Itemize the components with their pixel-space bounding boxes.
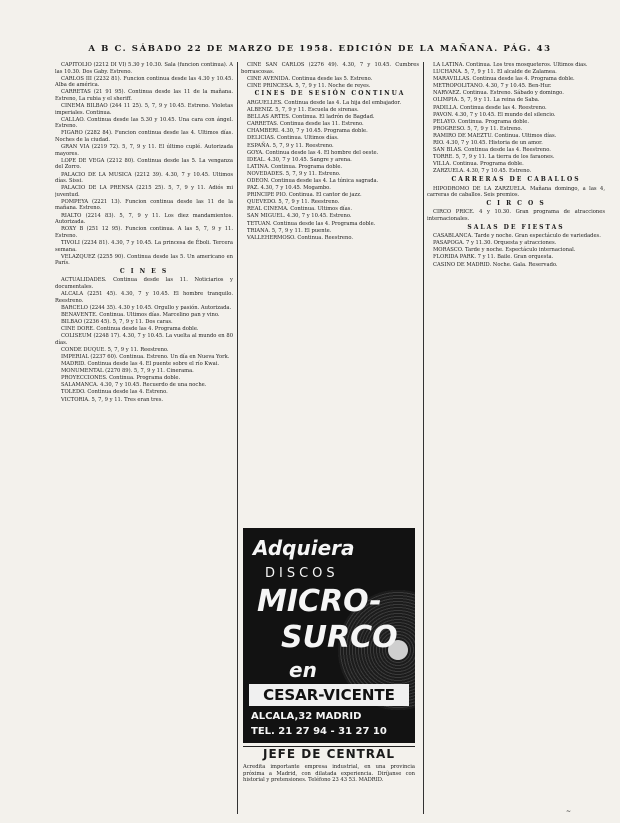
listing-paragraph: RAMIRO DE MAEZTU. Continua. Ultimos días.	[433, 132, 557, 139]
listing-paragraph: BILBAO (2236 45). 5, 7, 9 y 11. Dos caras.	[61, 318, 173, 325]
listing-paragraph: GRAN VIA (2219 72). 5, 7, 9 y 11. El último cuplé. Autorizada mayores.	[55, 144, 233, 157]
listing-paragraph: PASAPOGA. 7 y 11.30. Orquesta y atracciones.	[433, 240, 557, 247]
listing-paragraph: RIALTO (2214 83). 5, 7, 9 y 11. Los diez mandamientos. Autorizada.	[55, 212, 233, 226]
advertisement-discos	[243, 528, 415, 743]
listing-paragraph: ACTUALIDADES. Continua desde las 11. Noticiarios y documentales.	[55, 277, 233, 290]
section-heading: C I N E S	[119, 267, 169, 275]
listing-paragraph: HIPODROMO DE LA ZARZUELA. Mañana domingo, a las 4, carreras de caballos. Seis premios.	[427, 185, 605, 199]
listing-paragraph: VILLA. Continua. Programa doble.	[433, 161, 524, 168]
listing-paragraph: GOYA. Continua desde las 4. El hombre del oeste.	[247, 149, 379, 156]
ad-phones: TEL. 21 27 94 - 31 27 10	[251, 726, 387, 737]
listing-paragraph: NARVAEZ. Continua. Estreno. Sábado y domingo.	[433, 90, 564, 97]
listing-paragraph: PELAYO. Continua. Programa doble.	[433, 118, 529, 125]
listing-paragraph: ZARZUELA. 4.30, 7 y 10.45. Estreno.	[433, 168, 532, 175]
listing-paragraph: ARGUELLES. Continua desde las 4. La hija del embajador.	[247, 99, 401, 106]
listing-paragraph: VELAZQUEZ (2255 90). Continua desde las 5. Un americano en París.	[55, 253, 233, 267]
listing-paragraph: LUCHANA. 5, 7, 9 y 11. El alcalde de Zalamea.	[433, 69, 557, 76]
listing-paragraph: CARRETAS (21 91 95). Continua desde las 11 de la mañana. Estreno, La rubia y el sheriff.	[55, 89, 233, 102]
classified-title: JEFE DE CENTRAL	[243, 746, 415, 763]
page-header: A B C. SÁBADO 22 DE MARZO DE 1958. EDICIÓN DE LA MAÑANA. PÁG. 43	[88, 44, 552, 54]
listing-paragraph: PAVON. 4.30, 7 y 10.45. El mundo del silencio.	[433, 111, 556, 118]
listing-paragraph: LOPE DE VEGA (2212 80). Continua desde las 5. La venganza del Zorro.	[55, 157, 233, 171]
listing-paragraph: TRIANA. 5, 7, 9 y 11. El puente.	[247, 227, 332, 234]
listing-paragraph: BARCELO (2244 35). 4.30 y 10.45. Orgullo y pasión. Autorizada.	[61, 304, 232, 311]
listing-paragraph: ALBENIZ. 5, 7, 9 y 11. Escuela de sirenas.	[247, 107, 359, 114]
section-heading: CINES DE SESIÓN CONTINUA	[254, 90, 406, 98]
listing-paragraph: CINE PRINCESA. 5, 7, 9 y 11. Noche de reyes.	[247, 82, 371, 89]
listing-paragraph: CONDE DUQUE. 5, 7, 9 y 11. Reestreno.	[61, 346, 169, 353]
listing-paragraph: ROXY B (251 12 95). Funcion continua. A las 5, 7, 9 y 11. Estreno.	[55, 226, 233, 239]
listing-paragraph: CALLAO. Continua desde las 5.30 y 10.45. Una cara con ángel. Estreno.	[55, 116, 233, 130]
listing-paragraph: SALAMANCA. 4.30, 7 y 10.45. Recuerdo de una noche.	[61, 382, 207, 389]
classified-body: Acredita importante empresa industrial, en una provincia próxima a Madrid, con dilatada experiencia. Diríjanse con historial y pretensiones. Teléfono 23 43 53. MADRID.	[243, 764, 415, 784]
column-2	[241, 62, 419, 527]
listing-paragraph: CARRETAS. Continua desde las 11. Estreno.	[247, 121, 364, 128]
section-heading: C I R C O S	[486, 199, 546, 207]
listing-paragraph: PALACIO DE LA PRENSA (2215 25). 5, 7, 9 y 11. Adiós mi juventud.	[55, 185, 233, 198]
section-heading: SALAS DE FIESTAS	[467, 223, 565, 231]
column-3	[427, 62, 605, 814]
listing-paragraph: SAN MIGUEL. 4.30, 7 y 10.45. Estreno.	[247, 213, 352, 220]
listing-paragraph: PALACIO DE LA MUSICA (2212 39). 4.30, 7 y 10.45. Ultimos días. Sissi.	[55, 171, 233, 185]
listing-paragraph: FLORIDA PARK. 7 y 11. Baile. Gran orquesta.	[433, 254, 554, 261]
ad-line-5: en	[289, 658, 317, 682]
footer-mark: ~	[566, 808, 572, 815]
listing-paragraph: OLIMPIA. 5, 7, 9 y 11. La reina de Saba.	[433, 97, 540, 104]
ad-brand: CESAR-VICENTE	[249, 684, 409, 706]
listing-paragraph: NOVEDADES. 5, 7, 9 y 11. Estreno.	[247, 170, 341, 177]
listing-paragraph: LA LATINA. Continua. Los tres mosqueteros. Ultimos días.	[433, 62, 588, 68]
listing-paragraph: PAZ. 4.30, 7 y 10.45. Mogambo.	[247, 185, 331, 192]
column-1	[55, 62, 233, 814]
listing-paragraph: CHAMBERI. 4.30, 7 y 10.45. Programa doble.	[247, 128, 368, 135]
listing-paragraph: REAL CINEMA. Continua. Ultimos días.	[247, 206, 352, 213]
listing-paragraph: LATINA. Continua. Programa doble.	[247, 163, 343, 170]
listing-paragraph: PADILLA. Continua desde las 4. Reestreno.	[433, 104, 547, 111]
listing-paragraph: BENAVENTE. Continua. Ultimos días. Marcelino pan y vino.	[61, 311, 220, 318]
listing-paragraph: CASINO DE MADRID. Noche. Gala. Reservado.	[433, 261, 558, 268]
listing-paragraph: MARAVILLAS. Continua desde las 4. Programa doble.	[433, 76, 575, 83]
ad-line-1: Adquiera	[253, 536, 355, 560]
listing-paragraph: TORRE. 5, 7, 9 y 11. La tierra de los faraones.	[433, 154, 555, 161]
listing-paragraph: IMPERIAL (2237 60). Continua. Estreno. Un día en Nueva York.	[61, 353, 230, 360]
listing-paragraph: PROYECCIONES. Continua. Programa doble.	[61, 375, 181, 382]
listing-paragraph: ALCALA (2251 45). 4.30, 7 y 10.45. El hombre tranquilo. Reestreno.	[55, 291, 233, 304]
listing-paragraph: POMPEYA (2221 13). Funcion continua desde las 11 de la mañana. Estreno.	[55, 198, 233, 212]
ad-line-2: DISCOS	[265, 566, 339, 581]
listing-paragraph: MONUMENTAL (2270 89). 5, 7, 9 y 11. Cinerama.	[61, 368, 194, 375]
listing-paragraph: QUEVEDO. 5, 7, 9 y 11. Reestreno.	[247, 199, 340, 206]
listing-paragraph: IDEAL. 4.30, 7 y 10.45. Sangre y arena.	[247, 156, 352, 163]
listing-paragraph: CASABLANCA. Tarde y noche. Gran espectáculo de variedades.	[433, 233, 601, 240]
listing-paragraph: BELLAS ARTES. Continua. El ladrón de Bagdad.	[247, 114, 375, 121]
listing-paragraph: FIGARO (2282 84). Funcion continua desde las 4. Ultimos días. Noches de la ciudad.	[55, 130, 233, 144]
listing-paragraph: ODEON. Continua desde las 4. La túnica sagrada.	[247, 178, 379, 184]
listing-paragraph: TIVOLI (2234 81). 4.30, 7 y 10.45. La princesa de Éboli. Tercera semana.	[55, 239, 233, 253]
listing-paragraph: MADRID. Continua desde las 4. El puente sobre el río Kwai.	[61, 361, 220, 368]
listing-paragraph: VALLEHERMOSO. Continua. Reestreno.	[247, 234, 354, 241]
listing-paragraph: CIRCO PRICE. 4 y 10.30. Gran programa de atracciones internacionales.	[427, 209, 605, 222]
listing-paragraph: DELICIAS. Continua. Ultimos días.	[247, 135, 339, 142]
column-divider-1	[237, 62, 238, 814]
listing-paragraph: VICTORIA. 5, 7, 9 y 11. Tres eran tres.	[61, 396, 163, 403]
listing-paragraph: COLISEUM (2248 17). 4.30, 7 y 10.45. La vuelta al mundo en 80 días.	[55, 333, 233, 346]
listing-paragraph: CINE SAN CARLOS (2276 49). 4.30, 7 y 10.45. Cumbres borrascosas.	[241, 62, 419, 75]
listing-paragraph: METROPOLITANO. 4.30, 7 y 10.45. Ben-Hur.	[433, 83, 552, 90]
listing-paragraph: TETUAN. Continua desde las 4. Programa doble.	[247, 220, 376, 227]
ad-line-3: MICRO-	[257, 584, 382, 619]
listing-paragraph: CINEMA BILBAO (244 11 25). 5, 7, 9 y 10.45. Estreno. Violetas imperiales. Continua.	[55, 103, 233, 116]
listing-paragraph: CINE DORE. Continua desde las 4. Programa doble.	[61, 326, 199, 333]
ad-address: ALCALA,32 MADRID	[251, 711, 362, 722]
ad-line-4: SURCO	[281, 620, 398, 655]
listing-paragraph: CINE AVENIDA. Continua desde las 5. Estreno.	[247, 75, 373, 82]
listing-paragraph: CARLOS III (2232 81). Funcion continua desde las 4.30 y 10.45. Alba de américa.	[55, 75, 233, 89]
listing-paragraph: TOLEDO. Continua desde las 4. Estreno.	[61, 389, 168, 396]
listing-paragraph: SAN BLAS. Continua desde las 4. Reestreno.	[433, 147, 551, 154]
column-divider-2	[423, 62, 424, 814]
listing-paragraph: RIO. 4.30, 7 y 10.45. Historia de un amor.	[433, 140, 543, 147]
listing-paragraph: ESPAÑA. 5, 7, 9 y 11. Reestreno.	[247, 142, 334, 149]
listing-paragraph: PROGRESO. 5, 7, 9 y 11. Estreno.	[433, 125, 523, 132]
listing-paragraph: MORASCO. Tarde y noche. Espectáculo internacional.	[433, 247, 576, 254]
listing-paragraph: CAPITOLIO (2212 DI VI) 5.30 y 10.30. Sala (funcion continua). A las 10.30. Dos Gaby. Estreno.	[55, 62, 233, 75]
listing-paragraph: PRINCIPE PIO. Continua. El cantor de jazz.	[247, 192, 362, 199]
section-heading: CARRERAS DE CABALLOS	[451, 176, 581, 183]
